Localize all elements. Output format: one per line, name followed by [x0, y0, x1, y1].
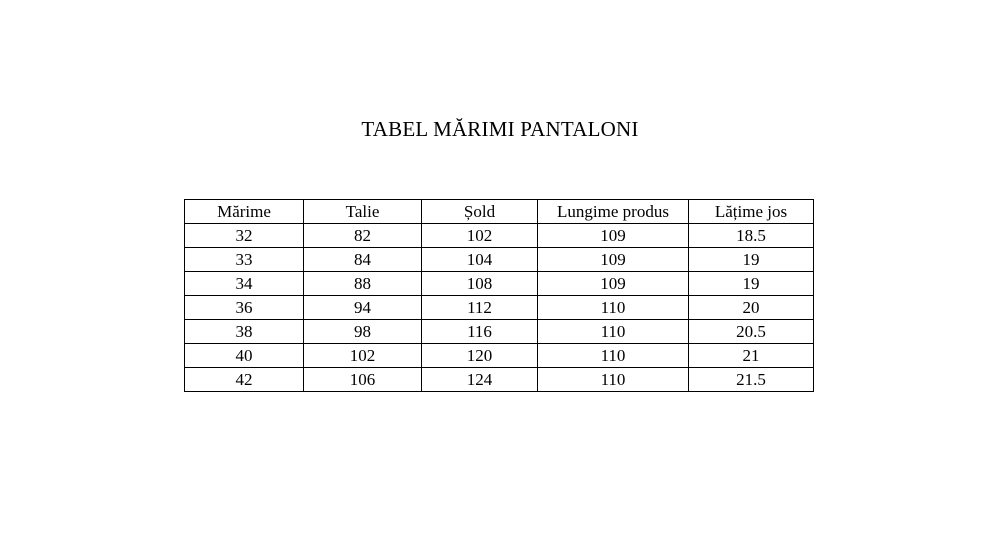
table-cell: 21 — [689, 344, 814, 368]
table-cell: 98 — [304, 320, 422, 344]
table-header-row — [185, 200, 814, 224]
table-cell: 110 — [538, 296, 689, 320]
table-cell: 108 — [422, 272, 538, 296]
size-table — [184, 199, 814, 392]
table-cell: 112 — [422, 296, 538, 320]
table-row — [185, 272, 814, 296]
table-cell: 109 — [538, 224, 689, 248]
table-row — [185, 296, 814, 320]
table-cell: 20 — [689, 296, 814, 320]
table-cell: 82 — [304, 224, 422, 248]
table-cell: 18.5 — [689, 224, 814, 248]
table-row — [185, 368, 814, 392]
table-cell: 110 — [538, 344, 689, 368]
table-cell: 106 — [304, 368, 422, 392]
table-cell: 20.5 — [689, 320, 814, 344]
table-cell: 84 — [304, 248, 422, 272]
table-cell: 33 — [185, 248, 304, 272]
table-cell: 40 — [185, 344, 304, 368]
table-cell: 88 — [304, 272, 422, 296]
header-marime: Mărime — [185, 200, 304, 224]
table-cell: 94 — [304, 296, 422, 320]
table-cell: 102 — [422, 224, 538, 248]
table-row — [185, 344, 814, 368]
table-cell: 32 — [185, 224, 304, 248]
table-cell: 21.5 — [689, 368, 814, 392]
table-cell: 19 — [689, 248, 814, 272]
table-cell: 109 — [538, 248, 689, 272]
table-cell: 42 — [185, 368, 304, 392]
table-cell: 102 — [304, 344, 422, 368]
header-talie: Talie — [304, 200, 422, 224]
table-cell: 120 — [422, 344, 538, 368]
table-row — [185, 224, 814, 248]
table-cell: 36 — [185, 296, 304, 320]
table-cell: 109 — [538, 272, 689, 296]
table-row — [185, 248, 814, 272]
table-cell: 34 — [185, 272, 304, 296]
table-row — [185, 320, 814, 344]
header-sold: Șold — [422, 200, 538, 224]
table-cell: 110 — [538, 320, 689, 344]
header-latime-jos: Lățime jos — [689, 200, 814, 224]
table-cell: 104 — [422, 248, 538, 272]
table-cell: 124 — [422, 368, 538, 392]
table-cell: 38 — [185, 320, 304, 344]
page-title: TABEL MĂRIMI PANTALONI — [361, 117, 639, 141]
header-lungime-produs: Lungime produs — [538, 200, 689, 224]
table-cell: 110 — [538, 368, 689, 392]
table-cell: 19 — [689, 272, 814, 296]
table-cell: 116 — [422, 320, 538, 344]
